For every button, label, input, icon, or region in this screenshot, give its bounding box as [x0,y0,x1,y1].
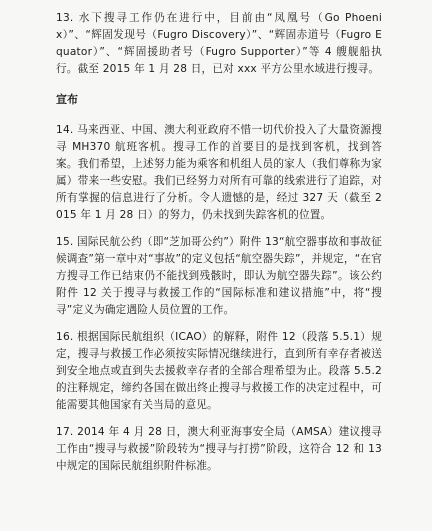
paragraph-16: 16. 根据国际民航组织（ICAO）的解释，附件 12（段落 5.5.1）规定，搜寻与救援工作必须按实际情况继续进行，直到所有幸存者被送到安全地点或直到失去援救幸存者的全部合理希望为止。段落 5.5.2 的注释规定，缔约各国在做出终止搜寻与救援工作的决定过程中，可能需要其他国家有关当局的意见。 [56,331,382,411]
paragraph-14: 14. 马来西亚、中国、澳大利亚政府不惜一切代价投入了大量资源搜寻 MH370 航班客机。搜寻工作的首要目的是找到客机，找到答案。我们希望，上述努力能为乘客和机组人员的家人（我们尊称为家属）带来一些安慰。我们已经努力对所有可靠的线索进行了追踪，对所有掌握的信息进行了分析。令人遗憾的是，经过 327 天（截至 2015 年 1 月 28 日）的努力，仍未找到失踪客机的位置。 [56,124,382,221]
paragraph-15: 15. 国际民航公约（即“芝加哥公约”）附件 13“航空器事故和事故征候调查”第一章中对“事故”的定义包括“航空器失踪”，并规定，“在官方搜寻工作已结束仍不能找到残骸时，即认为航空器失踪”。该公约附件 12 关于搜寻与救援工作的“国际标准和建议措施”中，将“搜寻”定义为确定遇险人员位置的工作。 [56,236,382,316]
paragraph-17: 17. 2014 年 4 月 28 日，澳大利亚海事安全局（AMSA）建议搜寻工作由“搜寻与救援”阶段转为“搜寻与打捞”阶段，这符合 12 和 13 中规定的国际民航组织附件标准。 [56,426,382,472]
paragraph-13: 13. 水下搜寻工作仍在进行中，目前由“凤凰号（Go Phoenix）”、“辉固发现号（Fugro Discovery）”、“辉固赤道号（Fugro Equator）”、“辉固援助者号（Fugro Supporter）”等 4 艘舰船执行。截至 2015 年 1 月 28 日，已对 xxx 平方公里水域进行搜寻。 [56,12,382,75]
section-heading: 宣布 [56,93,78,106]
